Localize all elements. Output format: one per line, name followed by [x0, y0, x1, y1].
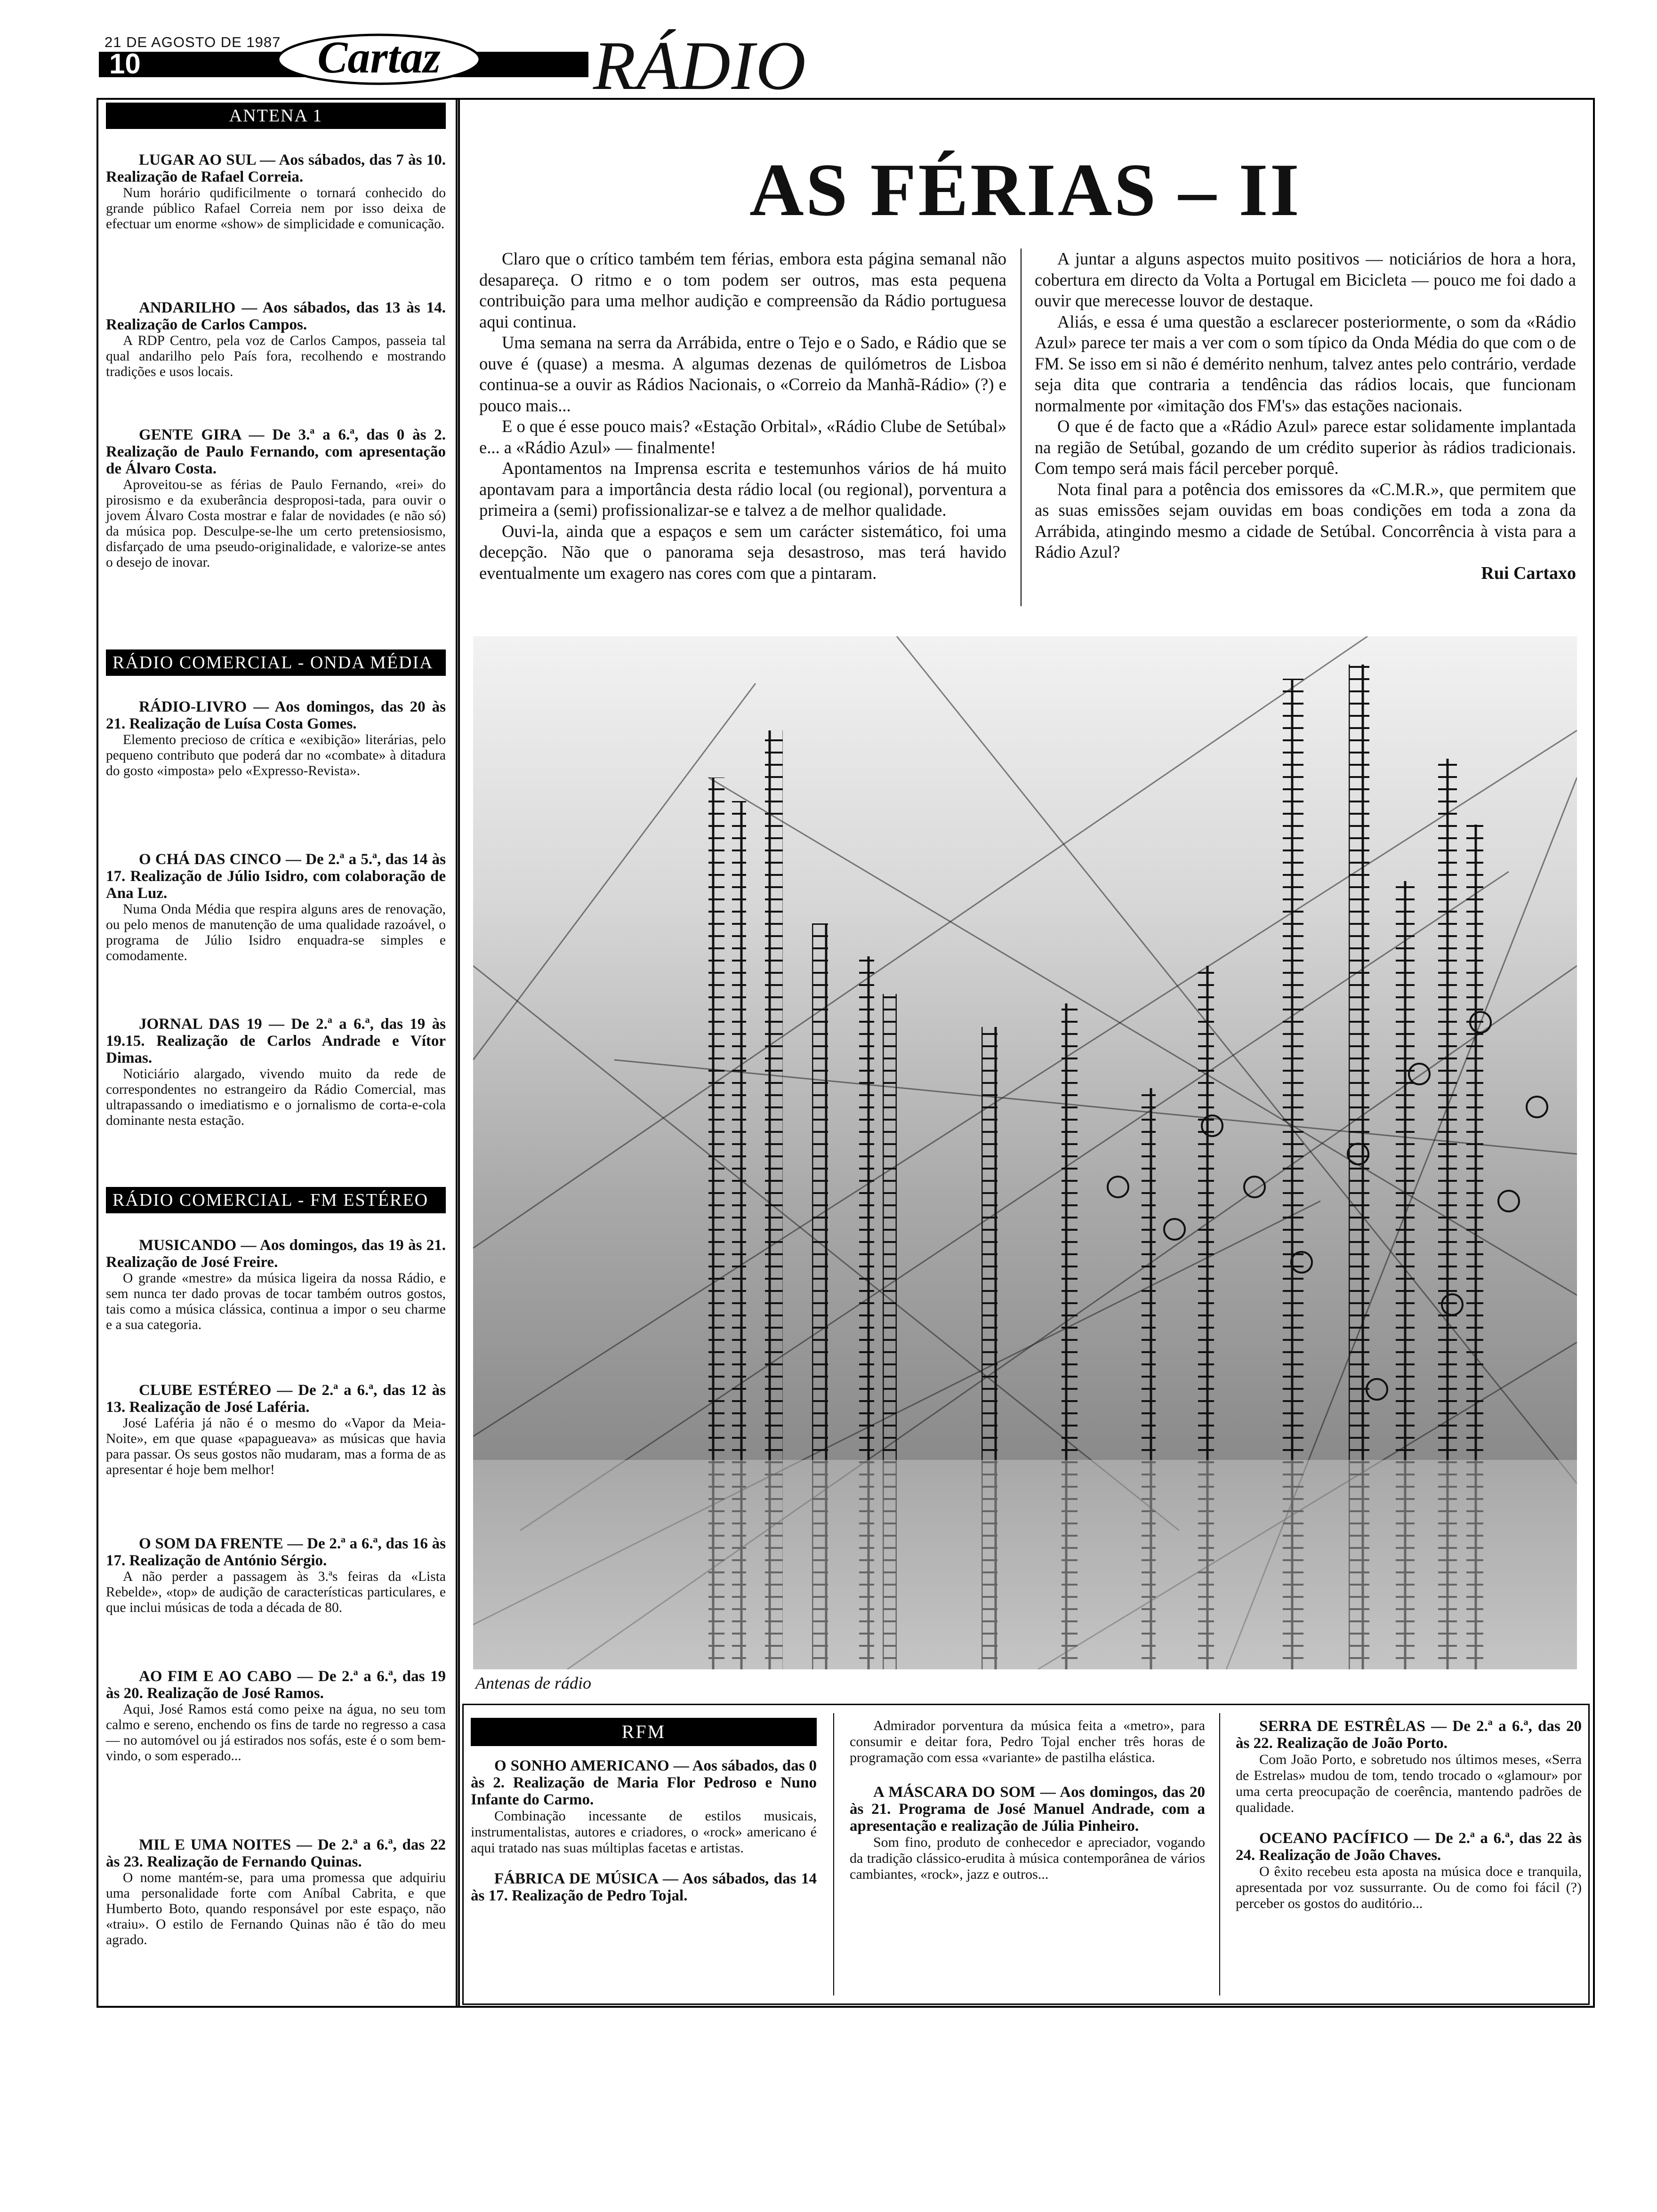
rfm-heading: RFM — [471, 1718, 817, 1746]
listing-body: Aqui, José Ramos está como peixe na água, no seu tom calmo e sereno, enchendo os fins de tarde no regresso a casa — no automóvel ou já estirados nos sofás, este é o som bem-vindo, o som esperado... — [106, 1702, 446, 1763]
listing-body: Admirador porventura da música feita a «metro», para consumir e deitar fora, Pedro Tojal encher três horas de programação com essa «variante» de pastilha elástica. — [850, 1718, 1205, 1765]
article-paragraph: E o que é esse pouco mais? «Estação Orbital», «Rádio Clube de Setúbal» e... a «Rádio Azul» — finalmente! — [479, 417, 1006, 457]
column-rule — [1219, 1713, 1220, 1996]
listing-andarilho — [106, 299, 446, 380]
listing-title: LUGAR AO SUL — Aos sábados, das 7 às 10. Realização de Rafael Correia. — [106, 152, 446, 185]
listing-body: Elemento precioso de crítica e «exibição» literárias, pelo pequeno contributo que poderá dar no «combate» à ditadura do gosto «imposta» pelo «Expresso-Revista». — [106, 732, 446, 778]
listing-body: O grande «mestre» da música ligeira da nossa Rádio, e sem nunca ter dado provas de tocar também outros gostos, tais como a música clássica, continua a impor o seu charme e a sua categoria. — [106, 1271, 446, 1332]
listing-som-da-frente — [106, 1535, 446, 1616]
listing-body: A RDP Centro, pela voz de Carlos Campos, passeia tal qual andarilho pelo País fora, recolhendo e mostrando tradições e usos locais. — [106, 333, 446, 379]
rfm-column-3 — [1236, 1718, 1582, 1912]
article-paragraph: Apontamentos na Imprensa escrita e testemunhos vários de há muito apontavam para a importância desta rádio local (ou regional), porventura a primeira a (semi) profissionalizar-se e talvez a de melhor qualidade. — [479, 458, 1006, 520]
listing-clube-estereo — [106, 1382, 446, 1478]
column-rule — [833, 1713, 834, 1996]
listing-mil-e-uma-noites — [106, 1836, 446, 1948]
svg-text:Cartaz: Cartaz — [317, 32, 441, 82]
article-paragraph: O que é de facto que a «Rádio Azul» parece estar solidamente implantada na região de Setúbal, gozando de um crédito superior às rádios tradicionais. Com tempo será mais fácil perceber porquê. — [1035, 417, 1576, 478]
listing-title: RÁDIO-LIVRO — Aos domingos, das 20 às 21. Realização de Luísa Costa Gomes. — [106, 698, 446, 732]
listing-body: O nome mantém-se, para uma promessa que adquiriu uma personalidade forte com Aníbal Cabrita, e que Humberto Boto, quando responsável por este espaço, não «traiu». O estilo de Fernando Quinas não é tão do meu agrado. — [106, 1870, 446, 1948]
antena1-heading: ANTENA 1 — [106, 103, 446, 129]
cartaz-logo — [275, 27, 483, 88]
rfm-column-1 — [471, 1757, 817, 1904]
page-number: 10 — [109, 48, 141, 80]
listing-title: MIL E UMA NOITES — De 2.ª a 6.ª, das 22 às 23. Realização de Fernando Quinas. — [106, 1836, 446, 1870]
article-paragraph: Aliás, e essa é uma questão a esclarecer posteriormente, o som da «Rádio Azul» parece ter mais a ver com o som típico da Onda Média do que com o de FM. Se isso em si não é demérito nenhum, talvez antes pelo contrário, verdade seja dita que contraria a tendência das rádios locais, que funcionam normalmente por «imitação dos FM's» das estações nacionais. — [1035, 312, 1576, 415]
listing-title: SERRA DE ESTRÊLAS — De 2.ª a 6.ª, das 20 às 22. Realização de João Porto. — [1236, 1718, 1582, 1752]
article-paragraph: Ouvi-la, ainda que a espaços e sem um carácter sistemático, foi uma decepção. Não que o panorama seja desastroso, mas terá havido eventualmente um exagero nas cores com que a pintaram. — [479, 521, 1006, 583]
byline: Rui Cartaxo — [1481, 563, 1576, 583]
listing-title: FÁBRICA DE MÚSICA — Aos sábados, das 14 às 17. Realização de Pedro Tojal. — [471, 1870, 817, 1904]
article-column-2 — [1035, 248, 1576, 584]
listing-title: ANDARILHO — Aos sábados, das 13 às 14. Realização de Carlos Campos. — [106, 299, 446, 333]
section-title: RÁDIO — [593, 27, 807, 104]
listing-lugar-ao-sul — [106, 152, 446, 232]
listing-title: GENTE GIRA — De 3.ª a 6.ª, das 0 às 2. Realização de Paulo Fernando, com apresentação de Álvaro Costa. — [106, 426, 446, 477]
listing-radio-livro — [106, 698, 446, 779]
article-column-1 — [479, 248, 1006, 584]
listing-body: Combinação incessante de estilos musicais, instrumentalistas, autores e criadores, o «rock» americano é aqui tratado nas suas múltiplas facetas e artistas. — [471, 1808, 817, 1856]
issue-date: 21 DE AGOSTO DE 1987 — [105, 34, 281, 50]
photo-caption: Antenas de rádio — [475, 1674, 591, 1692]
listing-ao-fim-e-ao-cabo — [106, 1668, 446, 1764]
ground-haze — [473, 1460, 1577, 1669]
fm-estereo-heading: RÁDIO COMERCIAL - FM ESTÉREO — [106, 1187, 446, 1213]
article-paragraph: Claro que o crítico também tem férias, embora esta página semanal não desapareça. O ritmo e o tom podem ser outros, mas esta pequena contribuição para uma melhor audição e compreensão da Rádio portuguesa aqui continua. — [479, 249, 1006, 331]
listing-body: A não perder a passagem às 3.ªs feiras da «Lista Rebelde», «top» de audição de características particulares, e que inclui músicas de toda a década de 80. — [106, 1569, 446, 1615]
column-rule — [1021, 248, 1022, 606]
listing-body: Numa Onda Média que respira alguns ares de renovação, ou pelo menos de manutenção de uma qualidade razoável, o programa de Júlio Isidro enquadra-se simples e comodamente. — [106, 902, 446, 963]
listing-title: O SOM DA FRENTE — De 2.ª a 6.ª, das 16 às 17. Realização de António Sérgio. — [106, 1535, 446, 1569]
article-paragraph: Nota final para a potência dos emissores da «C.M.R.», que permitem que as suas emissões sejam ouvidas em boas condições em toda a zona da Arrábida, atingindo mesmo a cidade de Setúbal. Concorrência à vista para a Rádio Azul? — [1035, 479, 1576, 561]
listing-title: CLUBE ESTÉREO — De 2.ª a 6.ª, das 12 às 13. Realização de José Laféria. — [106, 1382, 446, 1416]
listing-body: O êxito recebeu esta aposta na música doce e tranquila, apresentada por voz sussurrante. Ou de como foi fácil (?) perceber os gostos do auditório... — [1236, 1864, 1582, 1911]
listing-title: O CHÁ DAS CINCO — De 2.ª a 5.ª, das 14 às 17. Realização de Júlio Isidro, com colaboração de Ana Luz. — [106, 851, 446, 902]
listing-title: AO FIM E AO CABO — De 2.ª a 6.ª, das 19 às 20. Realização de José Ramos. — [106, 1668, 446, 1702]
article-paragraph: Uma semana na serra da Arrábida, entre o Tejo e o Sado, e Rádio que se ouve é (quase) a mesma. A algumas dezenas de quilómetros de Lisboa continua-se a ouvir as Rádios Nacionais, o «Correio da Manhã-Rádio» (?) e pouco mais... — [479, 333, 1006, 415]
listing-body: Noticiário alargado, vivendo muito da rede de correspondentes no estrangeiro da Rádio Comercial, mas ultrapassando o imediatismo e o jornalismo de corta-e-cola dominante nesta estação. — [106, 1066, 446, 1128]
listing-musicando — [106, 1237, 446, 1333]
listing-body: Som fino, produto de conhecedor e apreciador, vogando da tradição clássico-erudita à música contemporânea de vários cambiantes, «rock», jazz e outros... — [850, 1835, 1205, 1882]
listing-body: Com João Porto, e sobretudo nos últimos meses, «Serra de Estrelas» mudou de tom, tendo trocado o «glamour» por uma certa preocupação de coerência, mantendo padrões de qualidade. — [1236, 1752, 1582, 1815]
article-paragraph: A juntar a alguns aspectos muito positivos — noticiários de hora a hora, cobertura em directo da Volta a Portugal em Bicicleta — pouco me foi dado a ouvir que merecesse louvor de destaque. — [1035, 249, 1576, 310]
listing-body: José Laféria já não é o mesmo do «Vapor da Meia-Noite», em que quase «papagueava» as músicas que havia para passar. Os seus gostos não mudaram, mas a forma de as apresentar é hoje bem melhor! — [106, 1416, 446, 1477]
listing-gente-gira — [106, 426, 446, 570]
radio-antennas-photo — [473, 636, 1577, 1669]
listing-jornal-das-19 — [106, 1016, 446, 1129]
listing-title: OCEANO PACÍFICO — De 2.ª a 6.ª, das 22 às 24. Realização de João Chaves. — [1236, 1830, 1582, 1864]
listing-title: A MÁSCARA DO SOM — Aos domingos, das 20 às 21. Programa de José Manuel Andrade, com a apresentação e realização de Júlia Pinheiro. — [850, 1784, 1205, 1835]
rfm-column-2 — [850, 1718, 1205, 1883]
onda-media-heading: RÁDIO COMERCIAL - ONDA MÉDIA — [106, 649, 446, 676]
listing-title: JORNAL DAS 19 — De 2.ª a 6.ª, das 19 às 19.15. Realização de Carlos Andrade e Vítor Dimas. — [106, 1016, 446, 1066]
article-headline: AS FÉRIAS – II — [749, 148, 1301, 232]
listing-title: MUSICANDO — Aos domingos, das 19 às 21. Realização de José Freire. — [106, 1237, 446, 1271]
listing-body: Num horário qudificilmente o tornará conhecido do grande público Rafael Correia nem por isso deixa de efectuar um enorme «show» de simplicidade e comunicação. — [106, 185, 446, 232]
listing-cha-das-cinco — [106, 851, 446, 964]
listing-body: Aproveitou-se as férias de Paulo Fernando, «rei» do pirosismo e da exuberância desproposi-tada, para ouvir o jovem Álvaro Costa mostrar e falar de novidades (e não só) da música pop. Desculpe-se-lhe um certo pretensiosismo, disfarçado de uma pseudo-originalidade, e valorize-se antes o desejo de inovar. — [106, 477, 446, 570]
listing-title: O SONHO AMERICANO — Aos sábados, das 0 às 2. Realização de Maria Flor Pedroso e Nuno Infante do Carmo. — [471, 1757, 817, 1808]
